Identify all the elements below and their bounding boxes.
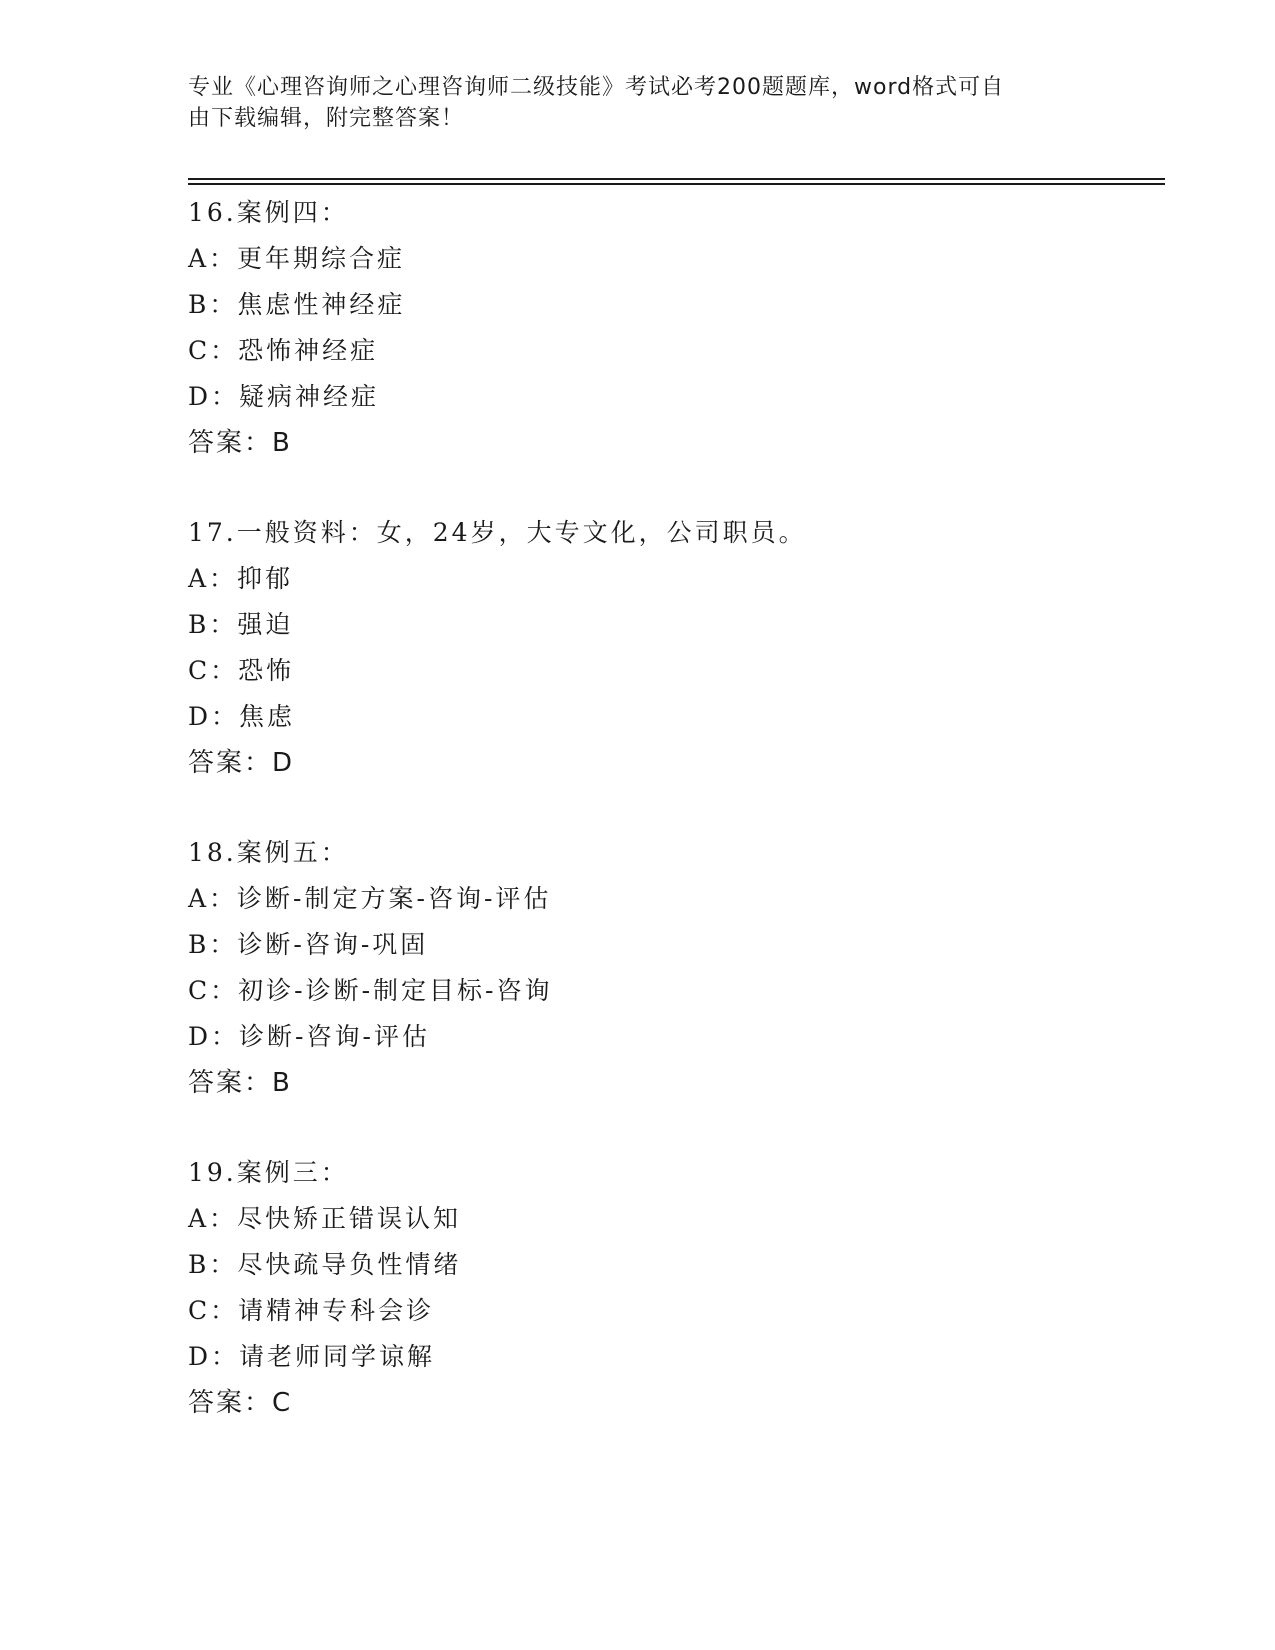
option-d: D：诊断-咨询-评估 <box>188 1022 430 1051</box>
question-stem: 18.案例五： <box>188 838 349 867</box>
option-a: A：更年期综合症 <box>188 244 406 273</box>
option-b: B：诊断-咨询-巩固 <box>188 930 429 959</box>
header-line-2: 由下载编辑，附完整答案！ <box>188 106 465 131</box>
answer-key: 答案：D <box>188 748 295 778</box>
option-c: C：请精神专科会诊 <box>188 1296 435 1325</box>
answer-key: 答案：B <box>188 428 292 458</box>
option-a: A：诊断-制定方案-咨询-评估 <box>188 884 552 913</box>
question-17 <box>188 510 1165 786</box>
question-stem: 19.案例三： <box>188 1158 349 1187</box>
option-c: C：恐怖 <box>188 656 295 685</box>
option-a: A：抑郁 <box>188 564 294 593</box>
question-16 <box>188 190 1165 466</box>
option-d: D：疑病神经症 <box>188 382 380 411</box>
option-d: D：焦虑 <box>188 702 296 731</box>
header-line-1: 专业《心理咨询师之心理咨询师二级技能》考试必考200题题库，word格式可自 <box>188 75 1005 100</box>
option-d: D：请老师同学谅解 <box>188 1342 436 1371</box>
document-header <box>188 72 1088 134</box>
option-c: C：初诊-诊断-制定目标-咨询 <box>188 976 553 1005</box>
question-stem: 16.案例四： <box>188 198 349 227</box>
header-divider-bottom <box>188 183 1165 185</box>
option-c: C：恐怖神经症 <box>188 336 379 365</box>
option-b: B：尽快疏导负性情绪 <box>188 1250 462 1279</box>
header-divider-top <box>188 178 1165 180</box>
option-a: A：尽快矫正错误认知 <box>188 1204 462 1233</box>
answer-key: 答案：C <box>188 1388 293 1418</box>
option-b: B：焦虑性神经症 <box>188 290 406 319</box>
answer-key: 答案：B <box>188 1068 292 1098</box>
question-stem: 17.一般资料：女，24岁，大专文化，公司职员。 <box>188 518 807 547</box>
question-18 <box>188 830 1165 1106</box>
option-b: B：强迫 <box>188 610 294 639</box>
question-list <box>188 190 1165 1470</box>
question-19 <box>188 1150 1165 1426</box>
